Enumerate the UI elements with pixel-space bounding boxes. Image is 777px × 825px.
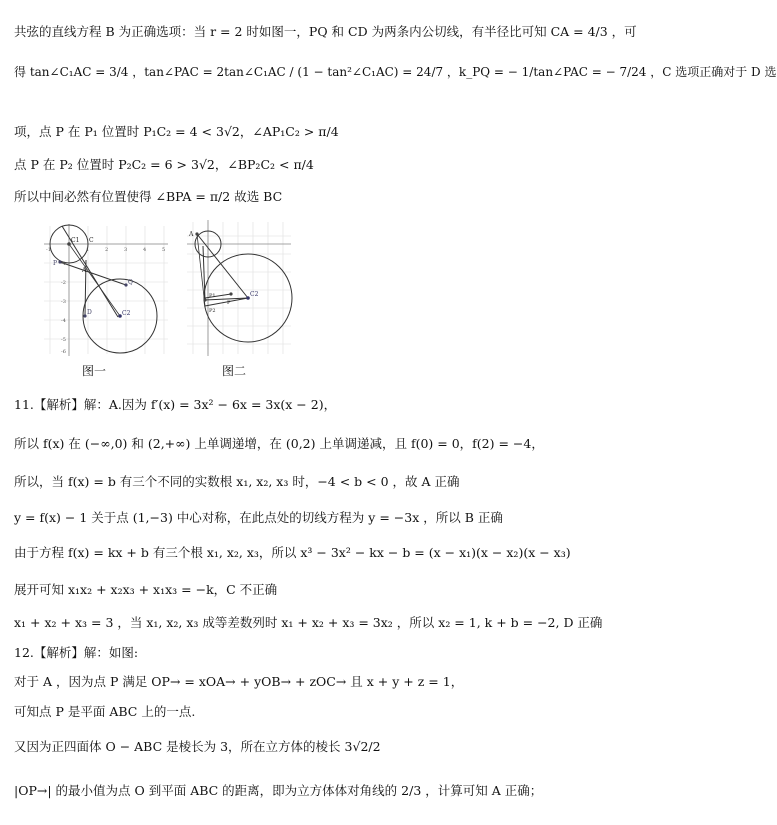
fig1-tick-x-1: 1 (86, 247, 90, 253)
figure-one-graph (40, 218, 170, 358)
text-line-1 (14, 22, 637, 42)
line-8-text: 所以，当 f(x) = b 有三个不同的实数根 x₁, x₂, x₃ 时，−4 < b < 0 ，故 A 正确 (14, 474, 460, 489)
text-line-10 (14, 543, 613, 563)
line-3-text: 项，点 P 在 P₁ 位置时 P₁C₂ = 4 < 3√2，∠AP₁C₂ > π/4 (14, 124, 339, 139)
text-line-3 (14, 122, 613, 142)
text-line-16 (14, 737, 613, 757)
figure-two (183, 218, 293, 358)
fig1-tick-x-3: 3 (124, 247, 128, 253)
line-15-text: 可知点 P 是平面 ABC 上的一点. (14, 704, 196, 719)
fig2-label-p: P (227, 300, 231, 306)
text-line-7 (14, 434, 613, 454)
fig1-tick-y-0: -1 (61, 261, 66, 267)
line-1-text: 共弦的直线方程 B 为正确选项：当 r = 2 时如图一，PQ 和 CD 为两条内公切线，有半径比可知 CA = 4/3 ，可 (14, 24, 637, 39)
line-5-text: 所以中间必然有位置使得 ∠BPA = π/2 故选 BC (14, 189, 283, 204)
fig1-label-a: A (82, 267, 87, 274)
fig2-label-p2: P2 (209, 308, 216, 314)
line-17-text: |OP→| 的最小值为点 O 到平面 ABC 的距离，即为立方体体对角线的 2/3 ，计算可知 A 正确； (14, 783, 543, 798)
fig1-tick-x-4: 4 (143, 247, 147, 253)
line-2-text: 得 tan∠C₁AC = 3/4 ，tan∠PAC = 2tan∠C₁AC / (1 − tan²∠C₁AC) = 24/7 ，k_PQ = − 1/tan∠PAC = − 7/24 ，C 选项正确对于 D 选 (14, 65, 777, 79)
text-line-11 (14, 580, 613, 600)
text-line-9 (14, 508, 613, 528)
fig1-label-d: D (87, 309, 92, 316)
line-10-text: 由于方程 f(x) = kx + b 有三个根 x₁, x₂, x₃，所以 x³ − 3x² − kx − b = (x − x₁)(x − x₂)(x − x₃) (14, 545, 571, 560)
figure-one-caption: 图一 (82, 364, 107, 378)
line-9-text: y = f(x) − 1 关于点 (1,−3) 中心对称，在此点处的切线方程为 y = −3x ，所以 B 正确 (14, 510, 503, 525)
text-line-13 (14, 643, 613, 663)
fig1-label-p: P (53, 260, 58, 267)
text-line-17 (14, 781, 613, 801)
fig1-label-q: Q (128, 279, 133, 286)
fig1-tick-y-5: -6 (61, 349, 66, 355)
fig1-tick-x-5: 5 (162, 247, 166, 253)
line-4-text: 点 P 在 P₂ 位置时 P₂C₂ = 6 > 3√2，∠BP₂C₂ < π/4 (14, 157, 314, 172)
fig1-label-c1: C1 (71, 237, 80, 244)
line-11-text: 展开可知 x₁x₂ + x₂x₃ + x₁x₃ = −k，C 不正确 (14, 582, 278, 597)
text-line-15 (14, 702, 613, 722)
line-12-text: x₁ + x₂ + x₃ = 3 ，当 x₁, x₂, x₃ 成等差数列时 x₁ + x₂ + x₃ = 3x₂ ，所以 x₂ = 1, k + b = −2, D 正确 (14, 615, 603, 630)
fig2-label-a: A (189, 231, 194, 238)
fig1-tick-y-4: -5 (61, 337, 66, 343)
fig1-tick-y-1: -2 (61, 280, 66, 286)
fig1-label-c: C (89, 237, 94, 244)
fig2-label-p1: P1 (209, 293, 216, 299)
text-line-14 (14, 672, 613, 692)
figure-one (40, 218, 170, 358)
line-14-text: 对于 A ，因为点 P 满足 OP→ = xOA→ + yOB→ + zOC→ 且 x + y + z = 1， (14, 674, 464, 689)
fig1-tick-x-2: 2 (105, 247, 109, 253)
text-line-6 (14, 395, 613, 415)
text-line-8 (14, 472, 613, 492)
fig1-label-c2: C2 (122, 310, 131, 317)
figure-two-caption: 图二 (222, 364, 247, 378)
line-7-text: 所以 f(x) 在 (−∞,0) 和 (2,+∞) 上单调递增，在 (0,2) 上单调递减，且 f(0) = 0，f(2) = −4， (14, 436, 544, 451)
figure-two-graph (183, 218, 293, 358)
fig2-label-c2: C2 (250, 291, 259, 298)
text-line-2 (14, 62, 777, 82)
line-6-text: 11.【解析】解：A.因为 f′(x) = 3x² − 6x = 3x(x − 2)， (14, 397, 337, 412)
text-line-4 (14, 155, 613, 175)
fig1-tick-y-2: -3 (61, 299, 66, 305)
fig1-tick-y-3: -4 (61, 318, 66, 324)
text-line-12 (14, 613, 613, 633)
line-16-text: 又因为正四面体 O − ABC 是棱长为 3，所在立方体的棱长 3√2/2 (14, 739, 381, 754)
fig1-tick-x-0: -1 (46, 247, 51, 253)
line-13-text: 12.【解析】解：如图: (14, 645, 139, 660)
text-line-5 (14, 187, 613, 207)
